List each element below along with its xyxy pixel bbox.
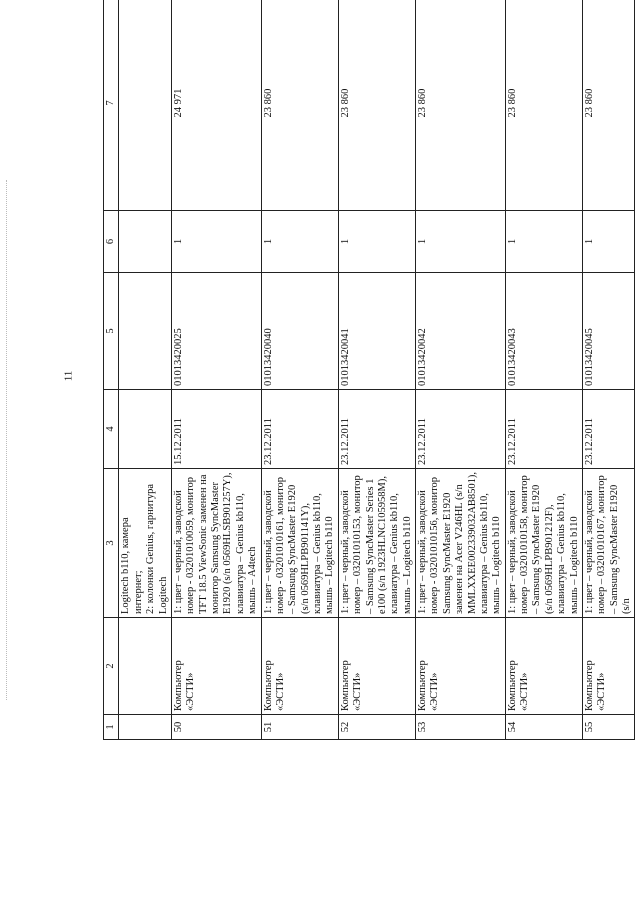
table-row [338, 0, 415, 740]
cell-quantity: 1 [261, 211, 338, 273]
table-row [171, 0, 261, 740]
cell-price: 23 860 [338, 0, 415, 211]
cell-date: 23.12.2011 [582, 390, 635, 469]
cell-description: 1: цвет – черный, заводской номер – 03201010158, монитор – Samsung SyncMaster E1920 (s/n 0569HLPB901212F), клавиатура – Genius kb110, мышь – Logitech b110 [505, 469, 582, 618]
cell-date: 23.12.2011 [416, 390, 506, 469]
cell-no: 50 [171, 715, 261, 740]
cell-inventory-number: 01013420043 [505, 273, 582, 390]
cell-price: 23 860 [505, 0, 582, 211]
cell-description: 1: цвет – черный, заводской номер - 03201010156, монитор Samsung SyncMaster E1920 заменен на Acer V246HL (s/n MMLXXEE002339032AB8501), клавиатура – Genius kb110, мышь – Logitech b110 [416, 469, 506, 618]
cell-no: 52 [338, 715, 415, 740]
cell-inventory-number: 01013420040 [261, 273, 338, 390]
cell-description: 1: цвет – черный, заводской номер – 03201010153, монитор – Samsung SyncMaster Series 1 e100 (s/n 1923HLNC105958M), клавиатура – Genius kb110, мышь – Logitech b110 [338, 469, 415, 618]
cell-name [119, 618, 172, 715]
cell-name: Компьютер «ЭСТИ» [582, 618, 635, 715]
cell-no: 51 [261, 715, 338, 740]
header-row [104, 0, 119, 740]
cell-date: 23.12.2011 [338, 390, 415, 469]
cell-quantity: 1 [416, 211, 506, 273]
cell-no [119, 715, 172, 740]
table-row [582, 0, 635, 740]
cell-name: Компьютер «ЭСТИ» [416, 618, 506, 715]
cell-name: Компьютер «ЭСТИ» [171, 618, 261, 715]
cell-inventory-number: 01013420042 [416, 273, 506, 390]
header-cell-4: 4 [104, 390, 119, 469]
page-number: 11 [62, 370, 75, 382]
cell-description: 1: цвет – черный, заводской номер – 03201010167, монитор – Samsung SyncMaster E1920 (s/n [582, 469, 635, 618]
cell-inventory-number [119, 273, 172, 390]
cell-inventory-number: 01013420025 [171, 273, 261, 390]
cell-no: 53 [416, 715, 506, 740]
cell-date [119, 390, 172, 469]
cell-price: 23 860 [416, 0, 506, 211]
cell-name: Компьютер «ЭСТИ» [261, 618, 338, 715]
cell-name: Компьютер «ЭСТИ» [338, 618, 415, 715]
cell-date: 15.12.2011 [171, 390, 261, 469]
header-cell-2: 2 [104, 618, 119, 715]
cell-quantity: 1 [582, 211, 635, 273]
header-cell-3: 3 [104, 469, 119, 618]
cell-quantity: 1 [338, 211, 415, 273]
cell-no: 54 [505, 715, 582, 740]
cell-price: 23 860 [582, 0, 635, 211]
header-cell-5: 5 [104, 273, 119, 390]
cell-price [119, 0, 172, 211]
cell-description: 1: цвет – черный, заводской номер - 03201010059, монитор TFT 18.5 ViewSonic заменен на монитор Samsung SyncMaster E1920 (s/n 0569HLSB901257Y), клавиатура – Genius kb110, мышь – A4tech [171, 469, 261, 618]
header-cell-6: 6 [104, 211, 119, 273]
cell-quantity [119, 211, 172, 273]
cell-quantity: 1 [505, 211, 582, 273]
cell-description: Logitech b110, камера интернет; 2: колонки Genius, гарнитура Logitech [119, 469, 172, 618]
cell-inventory-number: 01013420041 [338, 273, 415, 390]
cell-no: 55 [582, 715, 635, 740]
cell-date: 23.12.2011 [261, 390, 338, 469]
header-cell-1: 1 [104, 715, 119, 740]
cell-name: Компьютер «ЭСТИ» [505, 618, 582, 715]
inventory-table [103, 0, 635, 740]
continuation-row [119, 0, 172, 740]
scan-edge-marks [6, 180, 13, 700]
rotated-table-container [103, 45, 632, 740]
cell-price: 24 971 [171, 0, 261, 211]
table-row [416, 0, 506, 740]
cell-date: 23.12.2011 [505, 390, 582, 469]
cell-inventory-number: 01013420045 [582, 273, 635, 390]
cell-price: 23 860 [261, 0, 338, 211]
table-row [261, 0, 338, 740]
cell-quantity: 1 [171, 211, 261, 273]
cell-description: 1: цвет – черный, заводской номер - 03201010161, монитор – Samsung SyncMaster E1920 (s/n 0569HLPB901141Y), клавиатура – Genius kb110, мышь – Logitech b110 [261, 469, 338, 618]
table-row [505, 0, 582, 740]
header-cell-7: 7 [104, 0, 119, 211]
